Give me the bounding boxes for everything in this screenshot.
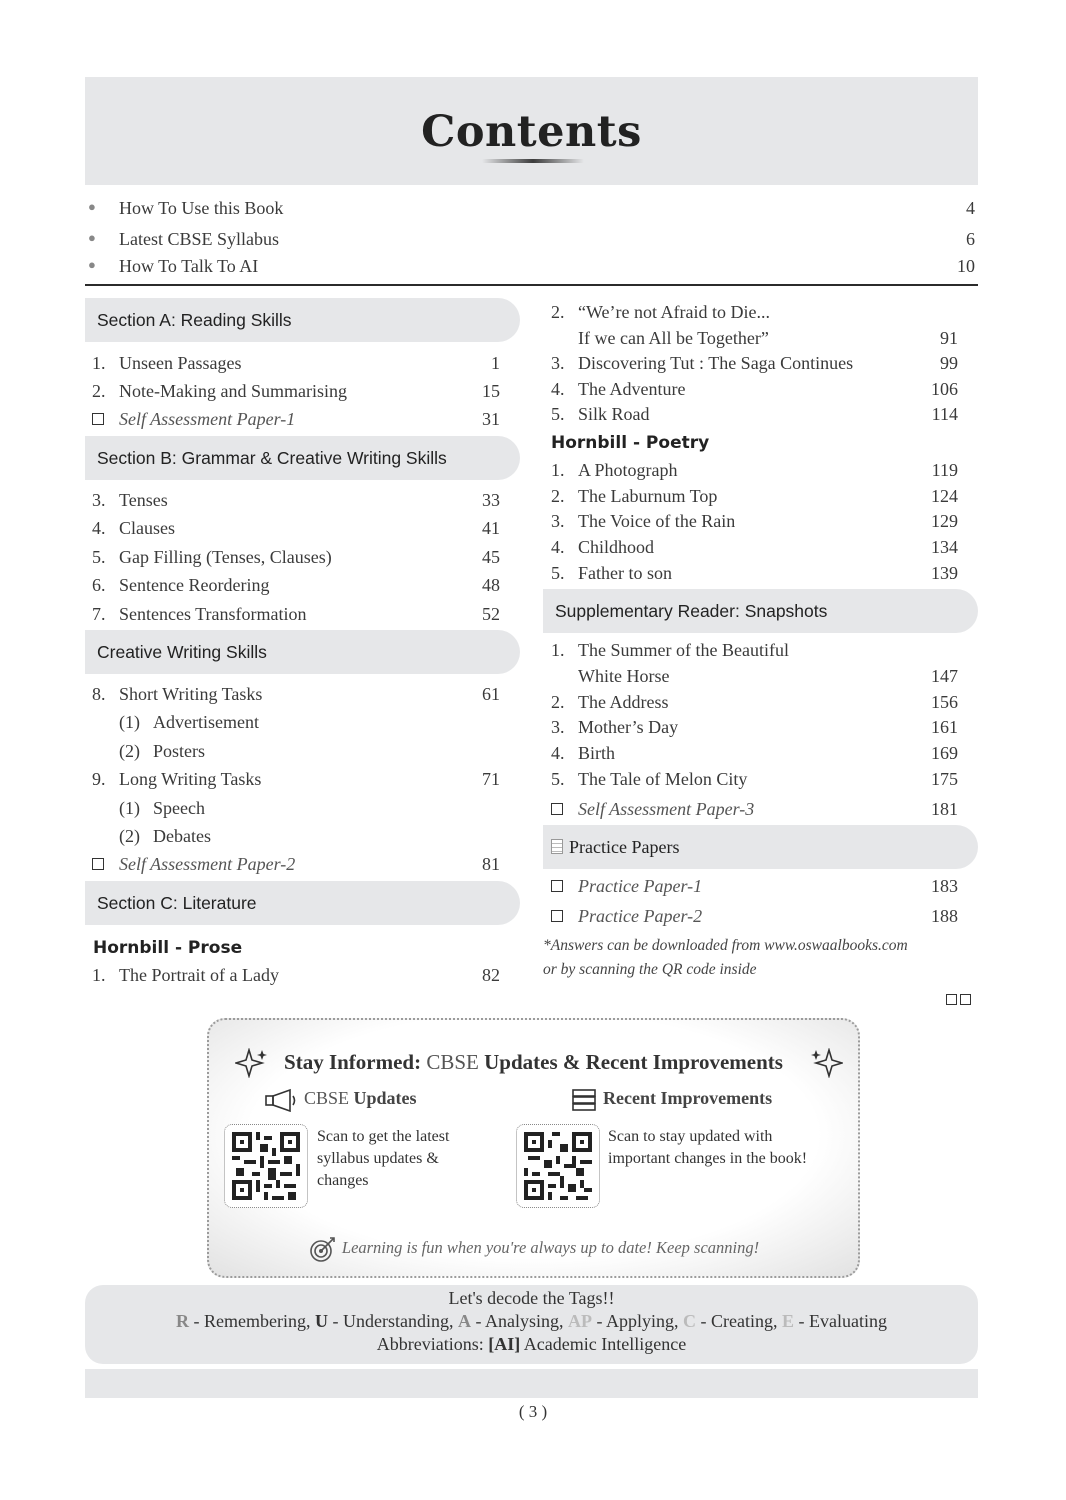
entry-number: 5.: [551, 404, 565, 424]
entry-title: Practice Paper-1: [578, 876, 703, 896]
tag-key: U: [314, 1311, 328, 1331]
entry-number: 2.: [551, 692, 565, 712]
entry-title: If we can All be Together”: [578, 328, 769, 348]
entry-title: The Summer of the Beautiful: [578, 640, 789, 660]
checkbox-icon: [92, 852, 104, 876]
toc-entry[interactable]: [92, 379, 500, 403]
toc-entry[interactable]: [551, 638, 958, 662]
abbreviations: [85, 1334, 978, 1355]
divider: [85, 284, 978, 286]
entry-number: 1.: [551, 460, 565, 480]
recent-improvements-heading: [571, 1088, 772, 1112]
tag-label: Creating: [711, 1311, 773, 1331]
promo-footer: [209, 1236, 858, 1262]
title-underline: [482, 159, 584, 163]
entry-page: 48: [482, 575, 500, 595]
section-c-header: Section C: Literature: [85, 881, 520, 925]
entry-number: 2.: [551, 486, 565, 506]
toc-entry[interactable]: [92, 963, 500, 987]
answers-note-line1: *Answers can be downloaded from www.oswaalbooks.com: [543, 937, 908, 954]
entry-number: 2.: [551, 302, 565, 322]
entry-title: Clauses: [119, 518, 175, 538]
promo-heading-rest: Updates & Recent Improvements: [484, 1050, 783, 1074]
toc-subentry[interactable]: [92, 796, 500, 820]
toc-entry-practice[interactable]: [551, 874, 958, 898]
entry-number: (2): [119, 826, 140, 846]
toc-entry-assessment[interactable]: [92, 407, 500, 431]
toc-entry[interactable]: [551, 741, 958, 765]
entry-title: Tenses: [119, 490, 168, 510]
entry-page: 15: [482, 381, 500, 401]
col2-title: Recent Improvements: [603, 1088, 773, 1109]
entry-page: 45: [482, 547, 500, 567]
entry-title: The Address: [578, 692, 669, 712]
entry-page: 161: [931, 717, 958, 737]
entry-title: Note-Making and Summarising: [119, 381, 347, 401]
entry-page: 183: [931, 876, 958, 896]
entry-page: 82: [482, 965, 500, 985]
tag-label: Evaluating: [809, 1311, 887, 1331]
entry-page: 1: [491, 353, 500, 373]
entry-page: 175: [931, 769, 958, 789]
toc-entry[interactable]: [551, 715, 958, 739]
sparkle-icon: [809, 1048, 843, 1078]
toc-entry[interactable]: [551, 402, 958, 426]
title-band: [85, 77, 978, 185]
entry-page: 169: [931, 743, 958, 763]
entry-title: The Voice of the Rain: [578, 511, 736, 531]
cbse-updates-heading: [264, 1088, 417, 1112]
entry-title: Sentence Reordering: [119, 575, 270, 595]
entry-page: 156: [931, 692, 958, 712]
promo-heading-bold: Stay Informed:: [284, 1050, 422, 1074]
toc-subentry[interactable]: [92, 824, 500, 848]
entry-title: The Tale of Melon City: [578, 769, 748, 789]
entry-page: 91: [940, 328, 958, 348]
tag-label: Remembering: [204, 1311, 306, 1331]
toc-entry[interactable]: [92, 602, 500, 626]
entry-page: 134: [931, 537, 958, 557]
document-icon: [551, 839, 563, 854]
supplementary-reader-header: Supplementary Reader: Snapshots: [543, 589, 978, 633]
checkbox-icon: [551, 904, 563, 928]
entry-number: (1): [119, 712, 140, 732]
entry-title: Self Assessment Paper-3: [578, 799, 755, 819]
toc-entry[interactable]: [551, 664, 958, 688]
intro-label: How To Talk To AI: [119, 256, 259, 276]
bullet-icon: ●: [88, 199, 96, 214]
practice-papers-header: [543, 825, 978, 869]
section-a-header: Section A: Reading Skills: [85, 298, 520, 342]
entry-page: 124: [931, 486, 958, 506]
entry-title: Short Writing Tasks: [119, 684, 263, 704]
entry-title: Mother’s Day: [578, 717, 679, 737]
entry-number: 7.: [92, 604, 106, 624]
intro-page: 6: [966, 229, 975, 249]
promo-footer-text: Learning is fun when you're always up to date! Keep scanning!: [341, 1237, 760, 1257]
entry-page: 106: [931, 379, 958, 399]
entry-number: 4.: [551, 379, 565, 399]
entry-page: 52: [482, 604, 500, 624]
entry-number: 4.: [551, 537, 565, 557]
toc-entry[interactable]: [551, 326, 958, 350]
page-title: Contents: [421, 107, 642, 157]
entry-page: 61: [482, 684, 500, 704]
qr-code-updates[interactable]: [224, 1124, 308, 1208]
promo-heading: [209, 1050, 858, 1075]
entry-title: Practice Paper-2: [578, 906, 703, 926]
page-number: ( 3 ): [518, 1402, 548, 1421]
intro-item[interactable]: [85, 198, 978, 222]
tags-list: R - Remembering, U - Understanding, A - Analysing, AP - Applying, C - Creating, E - Evaluating: [176, 1311, 887, 1331]
toc-entry[interactable]: [551, 535, 958, 559]
entry-title: Posters: [153, 741, 206, 761]
entry-number: 3.: [551, 717, 565, 737]
qr-code-icon: [524, 1132, 592, 1200]
intro-item[interactable]: [85, 256, 978, 280]
entry-page: 181: [931, 799, 958, 819]
bullet-icon: ●: [88, 257, 96, 272]
entry-title: Discovering Tut : The Saga Continues: [578, 353, 854, 373]
qr-code-improvements[interactable]: [516, 1124, 600, 1208]
toc-subentry[interactable]: [92, 739, 500, 763]
toc-entry[interactable]: [551, 690, 958, 714]
entry-title: The Laburnum Top: [578, 486, 718, 506]
intro-page: 4: [966, 198, 975, 218]
toc-entry-assessment[interactable]: [92, 852, 500, 876]
tag-key: C: [683, 1311, 697, 1331]
toc-entry[interactable]: [551, 767, 958, 791]
toc-entry[interactable]: [551, 300, 958, 324]
megaphone-icon: [264, 1088, 298, 1112]
abbr-value: Academic Intelligence: [523, 1334, 687, 1354]
entry-title: A Photograph: [578, 460, 678, 480]
updates-promo-box: [207, 1018, 860, 1278]
toc-entry[interactable]: [92, 351, 500, 375]
abbr-key: [AI]: [488, 1334, 521, 1354]
subheading-poetry: Hornbill - Poetry: [551, 433, 710, 453]
col2-description: Scan to stay updated with important changes in the book!: [608, 1128, 808, 1167]
toc-entry[interactable]: [551, 509, 958, 533]
toc-entry[interactable]: [92, 767, 500, 791]
entry-title: Birth: [578, 743, 616, 763]
qr-code-icon: [232, 1132, 300, 1200]
entry-number: 5.: [551, 769, 565, 789]
toc-entry-assessment[interactable]: [551, 797, 958, 821]
abbr-label: Abbreviations:: [376, 1334, 484, 1354]
toc-entry[interactable]: [92, 516, 500, 540]
col1-bold: Updates: [353, 1088, 417, 1109]
tags-heading: Let's decode the Tags!!: [448, 1288, 615, 1308]
bullet-icon: ●: [88, 230, 96, 245]
entry-number: 1.: [92, 965, 106, 985]
entry-page: 129: [931, 511, 958, 531]
entry-page: 71: [482, 769, 500, 789]
tag-label: Applying: [606, 1311, 675, 1331]
entry-number: 8.: [92, 684, 106, 704]
entry-title: Self Assessment Paper-2: [119, 854, 296, 874]
entry-title: Long Writing Tasks: [119, 769, 262, 789]
entry-page: 81: [482, 854, 500, 874]
entry-page: 119: [931, 460, 958, 480]
entry-number: 5.: [551, 563, 565, 583]
creative-writing-header: Creative Writing Skills: [85, 630, 520, 674]
entry-title: Speech: [153, 798, 205, 818]
checkbox-icon: [92, 407, 104, 431]
footer-band: [85, 1369, 978, 1398]
toc-entry[interactable]: [551, 458, 958, 482]
entry-number: 5.: [92, 547, 106, 567]
col1-description: Scan to get the latest syllabus updates & changes: [317, 1128, 450, 1189]
promo-heading-light: CBSE: [426, 1050, 479, 1074]
entry-number: 3.: [551, 511, 565, 531]
entry-title: Sentences Transformation: [119, 604, 307, 624]
intro-page: 10: [957, 256, 975, 276]
entry-number: 4.: [92, 518, 106, 538]
checkbox-icon: [551, 797, 563, 821]
entry-number: 4.: [551, 743, 565, 763]
entry-title: The Portrait of a Lady: [119, 965, 279, 985]
tag-key: E: [782, 1311, 795, 1331]
toc-entry[interactable]: [92, 573, 500, 597]
tag-label: Analysing: [484, 1311, 559, 1331]
entry-page: 31: [482, 409, 500, 429]
entry-title: Debates: [153, 826, 211, 846]
toc-entry[interactable]: [551, 561, 958, 585]
entry-number: (2): [119, 741, 140, 761]
entry-number: 9.: [92, 769, 106, 789]
toc-entry[interactable]: [92, 682, 500, 706]
entry-number: 2.: [92, 381, 106, 401]
end-mark-icon: [946, 992, 974, 1010]
entry-title: Unseen Passages: [119, 353, 242, 373]
subheading-prose: Hornbill - Prose: [93, 938, 243, 958]
col1-light: CBSE: [304, 1088, 350, 1109]
checkbox-icon: [551, 874, 563, 898]
toc-entry-practice[interactable]: [551, 904, 958, 928]
intro-label: Latest CBSE Syllabus: [119, 229, 280, 249]
tags-legend: [85, 1285, 978, 1364]
entry-title: Self Assessment Paper-1: [119, 409, 296, 429]
section-b-header: Section B: Grammar & Creative Writing Skills: [85, 436, 520, 480]
entry-number: 6.: [92, 575, 106, 595]
target-icon: [308, 1236, 338, 1262]
entry-number: 3.: [92, 490, 106, 510]
entry-title: Childhood: [578, 537, 655, 557]
entry-title: Silk Road: [578, 404, 650, 424]
tag-key: A: [457, 1311, 471, 1331]
entry-title: “We’re not Afraid to Die...: [578, 302, 770, 322]
entry-page: 99: [940, 353, 958, 373]
answers-note-line2: or by scanning the QR code inside: [543, 961, 757, 978]
toc-entry[interactable]: [92, 488, 500, 512]
entry-number: 1.: [551, 640, 565, 660]
intro-label: How To Use this Book: [119, 198, 284, 218]
entry-number: 1.: [92, 353, 106, 373]
entry-title: Father to son: [578, 563, 672, 583]
entry-title: Advertisement: [153, 712, 259, 732]
toc-entry[interactable]: [551, 484, 958, 508]
toc-subentry[interactable]: [92, 710, 500, 734]
tag-key: R: [176, 1311, 189, 1331]
entry-number: 3.: [551, 353, 565, 373]
entry-title: Gap Filling (Tenses, Clauses): [119, 547, 332, 567]
tag-label: Understanding: [342, 1311, 449, 1331]
entry-number: (1): [119, 798, 140, 818]
toc-entry[interactable]: [551, 351, 958, 375]
toc-entry[interactable]: [551, 377, 958, 401]
entry-title: White Horse: [578, 666, 670, 686]
entry-page: 33: [482, 490, 500, 510]
entry-page: 114: [931, 404, 958, 424]
practice-papers-label: Practice Papers: [569, 837, 680, 857]
entry-page: 188: [931, 906, 958, 926]
toc-entry[interactable]: [92, 545, 500, 569]
entry-title: The Adventure: [578, 379, 686, 399]
entry-page: 41: [482, 518, 500, 538]
entry-page: 147: [931, 666, 958, 686]
book-stack-icon: [571, 1088, 597, 1112]
tag-key: AP: [567, 1311, 592, 1331]
entry-page: 139: [931, 563, 958, 583]
intro-item[interactable]: [85, 229, 978, 253]
